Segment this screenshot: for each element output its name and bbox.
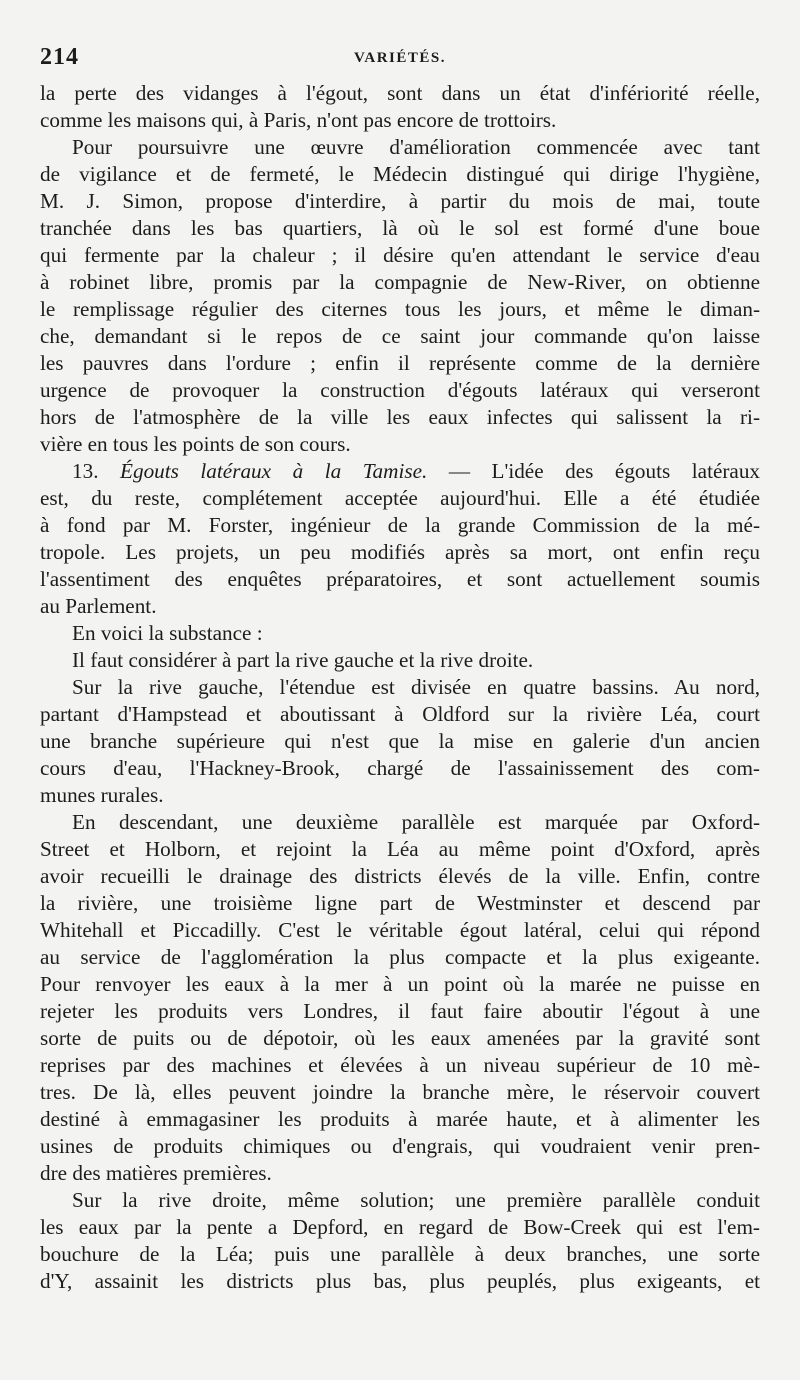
section-title: Égouts latéraux à la Tamise.	[120, 459, 428, 483]
text-line: avoir recueilli le drainage des districts élevés de la ville. Enfin, contre	[40, 864, 760, 888]
text-line: Sur la rive droite, même solution; une première parallèle conduit	[72, 1188, 760, 1212]
text-line: vière en tous les points de son cours.	[40, 432, 351, 456]
text-line: la rivière, une troisième ligne part de Westminster et descend par	[40, 891, 760, 915]
text-line: les pauvres dans l'ordure ; enfin il représente comme de la dernière	[40, 351, 760, 375]
text-line: usines de produits chimiques ou d'engrais, qui voudraient venir pren-	[40, 1134, 760, 1158]
page-header	[40, 44, 760, 74]
section-title-rest: — L'idée des égouts latéraux	[427, 459, 761, 483]
section-heading-line	[40, 458, 760, 485]
text-line: au Parlement.	[40, 594, 157, 618]
text-line: le remplissage régulier des citernes tous les jours, et même le diman-	[40, 297, 760, 321]
text-line: est, du reste, complétement acceptée aujourd'hui. Elle a été étudiée	[40, 486, 760, 510]
text-line: de vigilance et de fermeté, le Médecin distingué qui dirige l'hygiène,	[40, 162, 760, 186]
text-line: partant d'Hampstead et aboutissant à Oldford sur la rivière Léa, court	[40, 702, 760, 726]
text-line: dre des matières premières.	[40, 1161, 272, 1185]
text-line: Il faut considérer à part la rive gauche et la rive droite.	[72, 648, 534, 672]
text-line: che, demandant si le repos de ce saint jour commande qu'on laisse	[40, 324, 760, 348]
text-line: M. J. Simon, propose d'interdire, à partir du mois de mai, toute	[40, 189, 760, 213]
text-line: une branche supérieure qui n'est que la mise en galerie d'un ancien	[40, 729, 760, 753]
body-text	[40, 80, 760, 1295]
text-line: qui fermente par la chaleur ; il désire qu'en attendant le service d'eau	[40, 243, 760, 267]
text-line: la perte des vidanges à l'égout, sont dans un état d'infériorité réelle,	[40, 81, 760, 105]
text-line: Pour poursuivre une œuvre d'amélioration commencée avec tant	[72, 135, 760, 159]
text-line: à fond par M. Forster, ingénieur de la grande Commission de la mé-	[40, 513, 760, 537]
text-line: Street et Holborn, et rejoint la Léa au même point d'Oxford, après	[40, 837, 760, 861]
text-line: Whitehall et Piccadilly. C'est le véritable égout latéral, celui qui répond	[40, 918, 760, 942]
text-line: sorte de puits ou de dépotoir, où les eaux amenées par la gravité sont	[40, 1026, 760, 1050]
text-line: reprises par des machines et élevées à un niveau supérieur de 10 mè-	[40, 1053, 760, 1077]
text-line: comme les maisons qui, à Paris, n'ont pas encore de trottoirs.	[40, 108, 557, 132]
section-number: 13.	[72, 459, 99, 483]
text-line: urgence de provoquer la construction d'égouts latéraux qui verseront	[40, 378, 760, 402]
text-line: En voici la substance :	[72, 621, 263, 645]
page-number: 214	[40, 44, 79, 70]
text-line: tranchée dans les bas quartiers, là où le sol est formé d'une boue	[40, 216, 760, 240]
text-line: Sur la rive gauche, l'étendue est divisée en quatre bassins. Au nord,	[72, 675, 760, 699]
text-line: tropole. Les projets, un peu modifiés après sa mort, ont enfin reçu	[40, 540, 760, 564]
text-line: tres. De là, elles peuvent joindre la branche mère, le réservoir couvert	[40, 1080, 760, 1104]
text-line: Pour renvoyer les eaux à la mer à un point où la marée ne puisse en	[40, 972, 760, 996]
text-line: à robinet libre, promis par la compagnie de New-River, on obtienne	[40, 270, 760, 294]
text-line: au service de l'agglomération la plus compacte et la plus exigeante.	[40, 945, 760, 969]
text-line: cours d'eau, l'Hackney-Brook, chargé de l'assainissement des com-	[40, 756, 760, 780]
text-line: l'assentiment des enquêtes préparatoires, et sont actuellement soumis	[40, 567, 760, 591]
running-head: VARIÉTÉS.	[353, 50, 446, 66]
text-line: munes rurales.	[40, 783, 164, 807]
text-line: les eaux par la pente a Depford, en regard de Bow-Creek qui est l'em-	[40, 1215, 760, 1239]
text-line: d'Y, assainit les districts plus bas, plus peuplés, plus exigeants, et	[40, 1269, 760, 1293]
text-line: hors de l'atmosphère de la ville les eaux infectes qui salissent la ri-	[40, 405, 760, 429]
text-line: En descendant, une deuxième parallèle est marquée par Oxford-	[72, 810, 760, 834]
text-line: destiné à emmagasiner les produits à marée haute, et à alimenter les	[40, 1107, 760, 1131]
text-line: rejeter les produits vers Londres, il faut faire aboutir l'égout à une	[40, 999, 760, 1023]
text-line: bouchure de la Léa; puis une parallèle à deux branches, une sorte	[40, 1242, 760, 1266]
